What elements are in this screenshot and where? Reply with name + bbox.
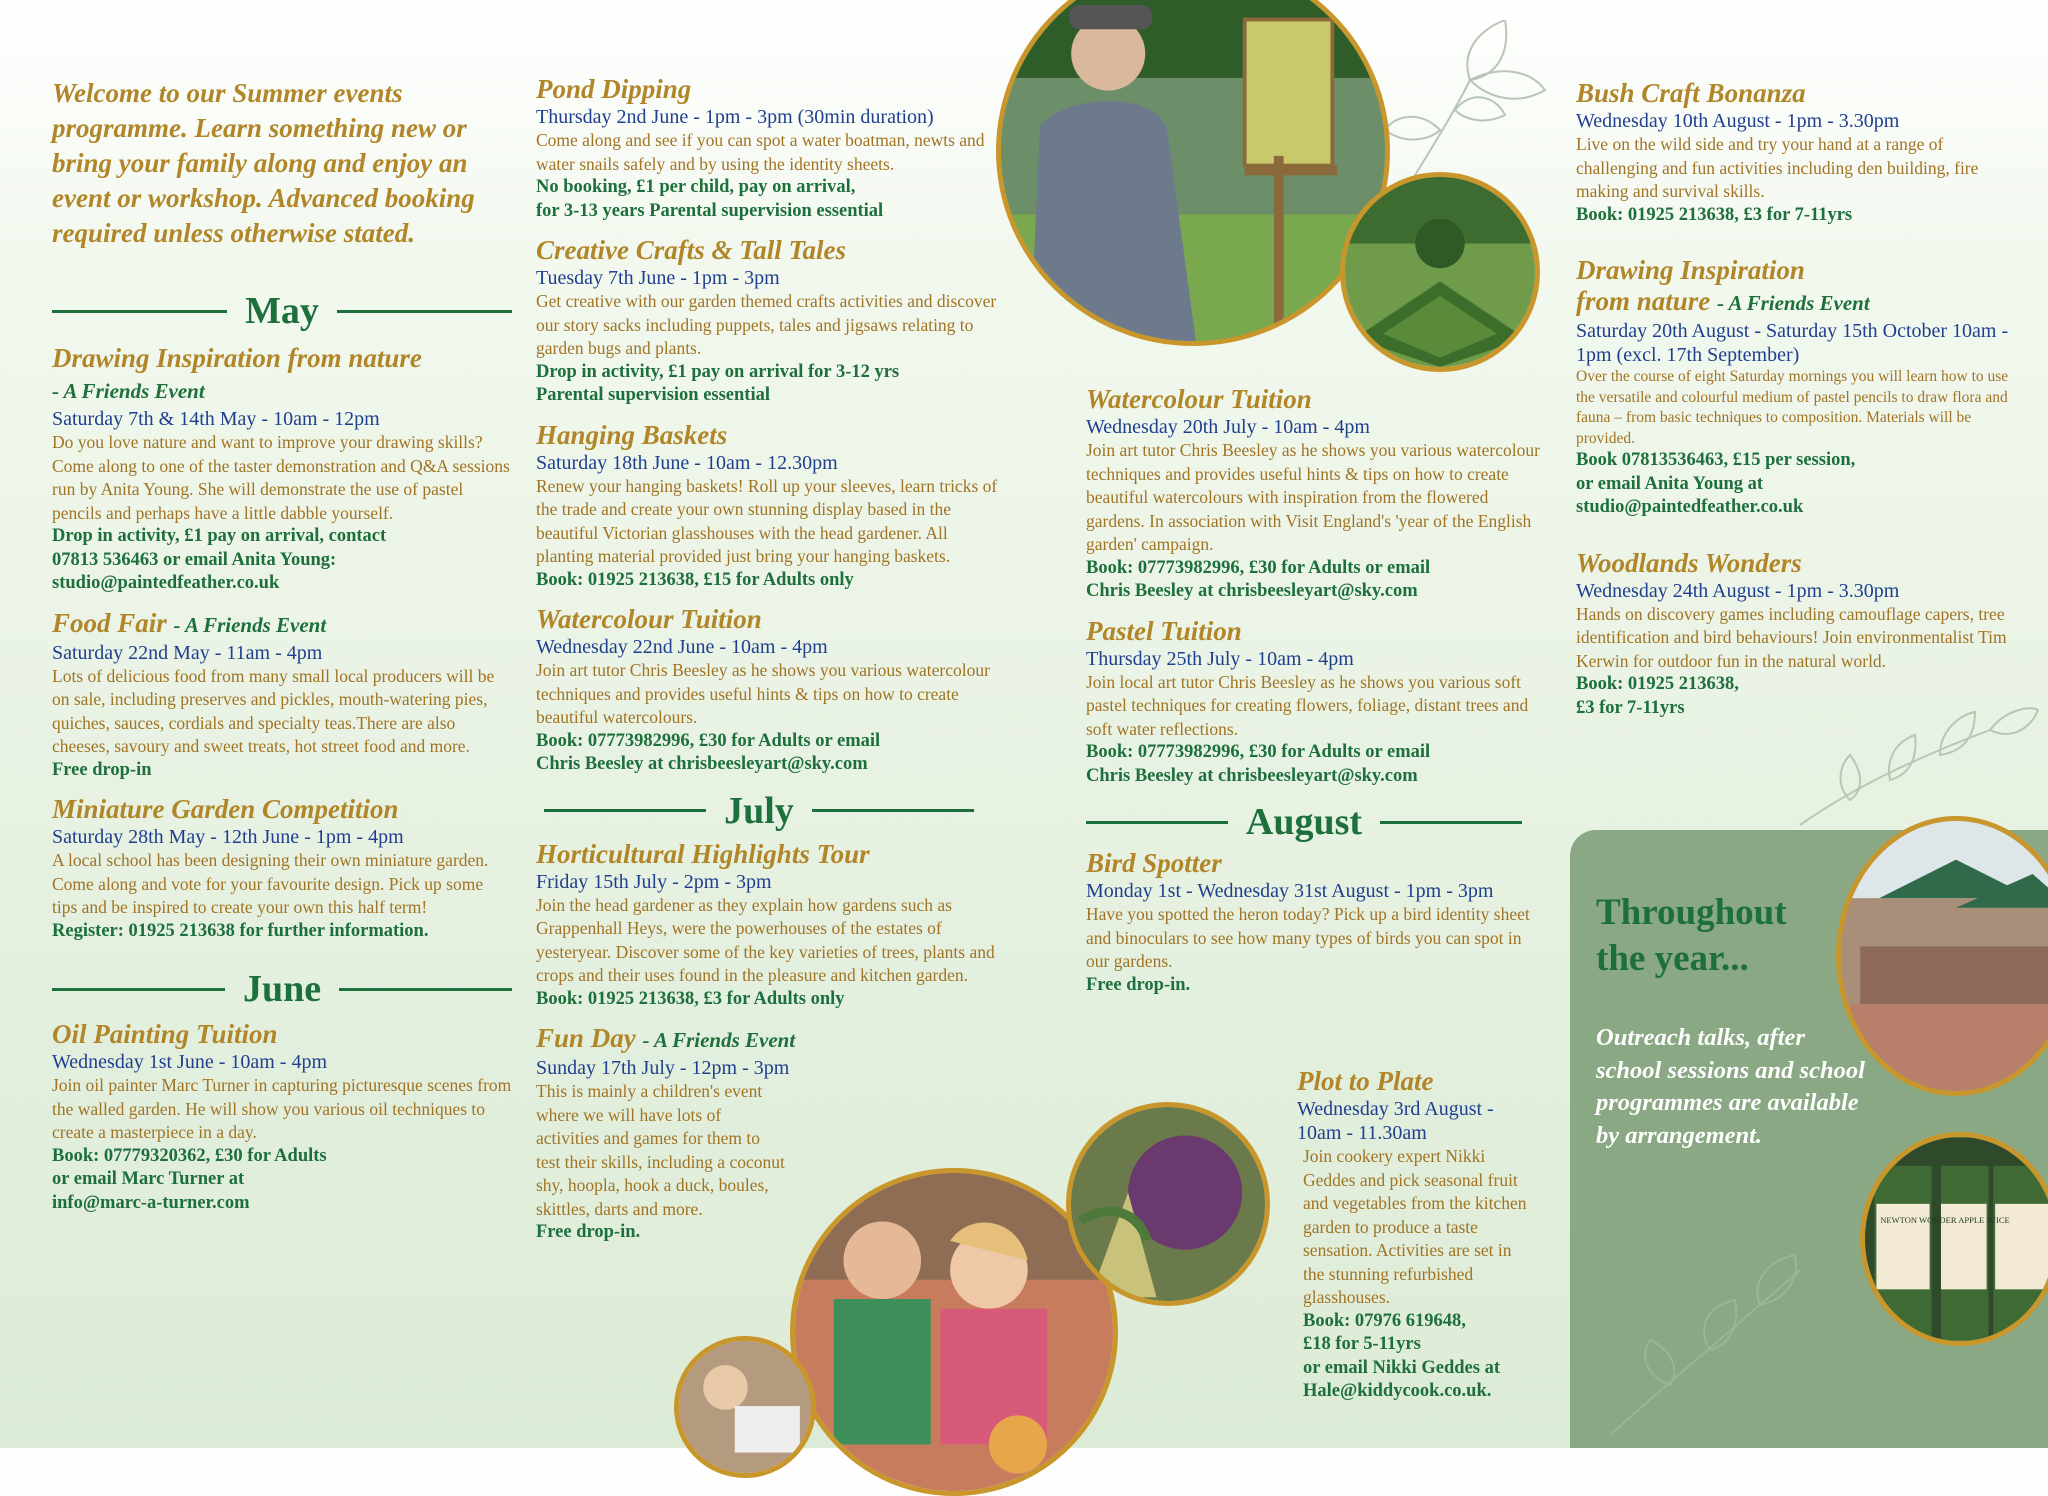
divider [1380,821,1522,824]
event-date: Wednesday 3rd August - 10am - 11.30am [1297,1098,1494,1144]
event-food-fair [52,608,512,783]
event-date: Monday 1st - Wednesday 31st August - 1pm - 3pm [1086,880,1494,902]
column-3 [1086,384,1546,1009]
event-description: Join cookery expert Nikki Geddes and pick seasonal fruit and vegetables from the kitchen garden to produce a taste sensation. Activities are set in the stunning refurbished glasshouses. [1303,1146,1527,1307]
event-bush-craft [1576,78,2012,227]
event-watercolour-june [536,604,1006,777]
event-description: Have you spotted the heron today? Pick up a bird identity sheet and binoculars to see how many types of birds you can spot in our gardens. [1086,904,1530,971]
month-label: August [1245,801,1363,843]
juice-label: NEWTON WONDER APPLE JUICE [1880,1214,2010,1225]
event-title: Hanging Baskets [536,419,728,450]
event-date: Wednesday 20th July - 10am - 4pm [1086,416,1370,438]
panel-title: Throughout the year... [1596,892,1787,979]
divider [339,988,512,991]
event-fun-day [536,1023,796,1245]
event-booking: Book 07813536463, £15 per session, or email Anita Young at studio@paintedfeather.co.uk [1576,450,1856,517]
event-date: Friday 15th July - 2pm - 3pm [536,870,772,893]
event-title: Woodlands Wonders [1576,547,1802,578]
event-pond-dipping [536,74,1006,223]
event-title: Drawing Inspiration from nature - A Friends Event [1576,255,1870,316]
event-description: Get creative with our garden themed crafts activities and discover our story sacks including puppets, tales and jigsaws relating to garden bugs and plants. [536,291,997,358]
event-booking: Book: 07779320362, £30 for Adults or email Marc Turner at info@marc-a-turner.com [52,1145,327,1213]
divider [337,310,512,313]
leaf-illustration [1600,1250,1820,1440]
panel-text: Outreach talks, after school sessions and school programmes are available by arrangement. [1596,1024,1865,1149]
event-booking: Drop in activity, £1 pay on arrival for 3-12 yrs Parental supervision essential [536,361,900,405]
event-miniature-garden [52,794,512,943]
hedge-maze-photo [1340,172,1540,372]
month-label: May [245,290,319,332]
month-label: July [724,789,794,832]
event-description: Renew your hanging baskets! Roll up your sleeves, learn tricks of the trade and create your own stunning display based in the beautiful Victorian glasshouses with the head gardener. All planting material provided just bring your hanging baskets. [536,475,998,566]
event-date: Saturday 18th June - 10am - 12.30pm [536,451,838,474]
event-description: Hands on discovery games including camouflage capers, tree identification and bird behaviours! Join environmentalist Tim Kerwin for outdoor fun in the natural world. [1576,603,2007,671]
event-date: Tuesday 7th June - 1pm - 3pm [536,267,780,289]
event-description: Lots of delicious food from many small local producers will be on sale, including preserves and pickles, mouth-watering pies, quiches, sauces, cordials and specialty teas.There are also cheeses, savoury and sweet treats, hot street food and more. [52,665,495,756]
month-heading-july [544,789,974,833]
divider [812,809,974,812]
apple-juice-photo [1860,1132,2048,1346]
event-description: Come along and see if you can spot a water boatman, newts and water snails safely and by using the identity sheets. [536,130,985,174]
month-label: June [242,968,322,1010]
event-title: Miniature Garden Competition [52,794,399,824]
event-title: Plot to Plate [1297,1066,1434,1096]
event-creative-crafts [536,235,1006,408]
event-description: Do you love nature and want to improve your drawing skills? Come along to one of the taster demonstration and Q&A sessions run by Anita Young. She will demonstrate the use of pastel pencils and perhaps have a little dabble yourself. [52,432,510,523]
event-drawing-may [52,343,512,596]
event-drawing-aug [1576,255,2012,520]
event-booking: Book: 07773982996, £30 for Adults or email Chris Beesley at chrisbeesleyart@sky.com [1086,742,1431,786]
event-description: This is mainly a children's event where we will have lots of activities and games for them to test their skills, including a coconut shy, hoopla, hook a duck, boules, skittles, darts and more. [536,1081,785,1219]
event-date: Saturday 20th August - Saturday 15th October 10am - 1pm (excl. 17th September) [1576,320,2009,366]
event-description: Join the head gardener as they explain how gardens such as Grappenhall Heys, were the powerhouses of the estates of yesteryear. Discover some of the key varieties of trees, plants and crops and their uses found in the pleasure and kitchen garden. [536,894,995,985]
event-date: Wednesday 22nd June - 10am - 4pm [536,636,828,658]
event-title: Pond Dipping [536,74,692,104]
event-date: Saturday 22nd May - 11am - 4pm [52,641,323,664]
event-title: Food Fair - A Friends Event [52,607,327,638]
event-woodlands-wonders [1576,548,2012,721]
event-title: Watercolour Tuition [1086,384,1312,414]
month-heading-august [1086,800,1522,844]
event-booking: Book: 07773982996, £30 for Adults or email Chris Beesley at chrisbeesleyart@sky.com [536,730,881,774]
event-booking: No booking, £1 per child, pay on arrival, for 3-13 years Parental supervision essential [536,177,884,221]
event-pastel-tuition [1086,616,1546,789]
event-title: Bush Craft Bonanza [1576,78,1806,108]
event-description: Join oil painter Marc Turner in capturing picturesque scenes from the walled garden. He will show you various oil techniques to create a masterpiece in a day. [52,1075,512,1142]
event-oil-painting [52,1019,512,1215]
divider [544,809,706,812]
vegetables-photo [1066,1102,1270,1306]
intro-text: Welcome to our Summer events programme. Learn something new or bring your family along and enjoy an event or workshop. Advanced booking required unless otherwise stated. [52,78,475,248]
event-title: Creative Crafts & Tall Tales [536,235,847,265]
event-date: Thursday 25th July - 10am - 4pm [1086,647,1354,670]
event-date: Saturday 28th May - 12th June - 1pm - 4pm [52,826,404,848]
event-booking: Drop in activity, £1 pay on arrival, contact 07813 536463 or email Anita Young: studio@paintedfeather.co.uk [52,526,387,593]
event-date: Saturday 7th & 14th May - 10am - 12pm [52,408,380,430]
event-title: Horticultural Highlights Tour [536,838,870,869]
event-date: Sunday 17th July - 12pm - 3pm [536,1057,790,1079]
event-title: Drawing Inspiration from nature - A Friends Event [52,343,422,403]
event-description: Over the course of eight Saturday mornings you will learn how to use the versatile and colourful medium of pastel pencils to draw flora and fauna – from basic techniques to composition. Materials will be provided. [1576,368,2009,447]
event-booking: Free drop-in [52,759,152,780]
event-booking: Free drop-in. [1086,974,1191,995]
event-date: Wednesday 10th August - 1pm - 3.30pm [1576,110,1900,132]
child-small-photo [674,1336,816,1478]
event-booking: Book: 01925 213638, £3 for Adults only [536,988,845,1009]
event-description: Join art tutor Chris Beesley as he shows you various watercolour techniques and provides useful hints & tips on how to create beautiful watercolours. [536,660,990,727]
divider [1086,821,1228,824]
event-description: Join local art tutor Chris Beesley as he shows you various soft pastel techniques for creating flowers, foliage, distant trees and soft water reflections. [1086,671,1529,739]
event-title: Fun Day - A Friends Event [536,1023,796,1053]
month-heading-may [52,289,512,333]
artist-painting-photo [996,0,1390,346]
leaf-illustration [1790,700,2040,830]
event-booking: Free drop-in. [536,1222,641,1242]
event-booking: Book: 01925 213638, £15 for Adults only [536,569,854,590]
divider [52,310,227,313]
event-title: Pastel Tuition [1086,615,1242,646]
event-booking: Book: 07976 619648, £18 for 5-11yrs or email Nikki Geddes at Hale@kiddycook.co.uk. [1303,1310,1500,1401]
column-2 [536,74,1006,1257]
event-watercolour-july [1086,384,1546,604]
event-booking: Book: 07773982996, £30 for Adults or email Chris Beesley at chrisbeesleyart@sky.com [1086,557,1431,601]
event-date: Wednesday 24th August - 1pm - 3.30pm [1576,579,1900,602]
event-title: Oil Painting Tuition [52,1019,278,1049]
event-title: Bird Spotter [1086,848,1222,878]
event-booking: Book: 01925 213638, £3 for 7-11yrs [1576,204,1853,225]
event-date: Thursday 2nd June - 1pm - 3pm (30min duration) [536,106,934,128]
event-description: A local school has been designing their own miniature garden. Come along and vote for your favourite design. Pick up some tips and be inspired to create your own this half term! [52,850,489,917]
event-horticultural-tour [536,839,1006,1012]
event-description: Live on the wild side and try your hand at a range of challenging and fun activities including den building, fire making and survival skills. [1576,134,1979,201]
event-date: Wednesday 1st June - 10am - 4pm [52,1051,327,1073]
column-1 [52,76,512,1227]
event-booking: Book: 01925 213638, £3 for 7-11yrs [1576,674,1739,718]
event-hanging-baskets [536,420,1006,593]
event-booking: Register: 01925 213638 for further information. [52,920,429,941]
event-plot-to-plate [1297,1066,1537,1404]
event-bird-spotter [1086,848,1546,997]
event-title: Watercolour Tuition [536,604,762,634]
divider [52,988,225,991]
event-description: Join art tutor Chris Beesley as he shows you various watercolour techniques and provides useful hints & tips on how to create beautiful watercolours with inspiration from the flowered gardens. In association with Visit England's 'year of the English garden' campaign. [1086,440,1540,554]
column-4 [1576,78,2012,732]
month-heading-june [52,967,512,1011]
